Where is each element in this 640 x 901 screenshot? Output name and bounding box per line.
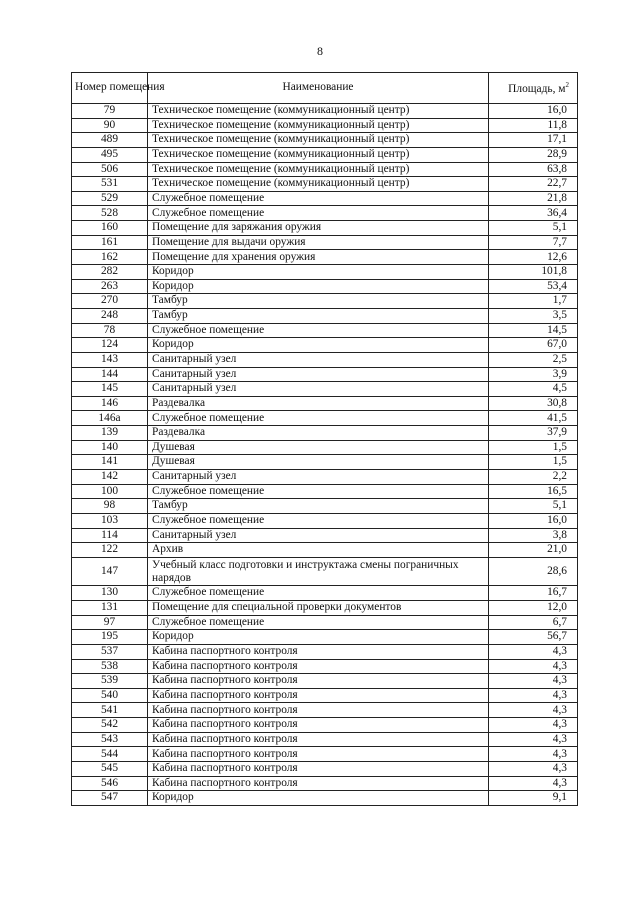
room-area-cell: 4,3 [489, 644, 578, 659]
table-row [72, 250, 578, 265]
room-area-cell: 16,7 [489, 586, 578, 601]
table-row [72, 513, 578, 528]
table-row [72, 206, 578, 221]
room-number-cell: 270 [72, 294, 148, 309]
room-area-cell: 4,3 [489, 747, 578, 762]
room-number-cell: 545 [72, 762, 148, 777]
room-area-cell: 4,3 [489, 674, 578, 689]
room-number-cell: 529 [72, 191, 148, 206]
room-number-cell: 141 [72, 455, 148, 470]
table-row [72, 615, 578, 630]
room-name-cell: Санитарный узел [148, 352, 489, 367]
room-number-cell: 489 [72, 133, 148, 148]
room-area-cell: 17,1 [489, 133, 578, 148]
table-row [72, 718, 578, 733]
room-area-cell: 53,4 [489, 279, 578, 294]
room-number-cell: 195 [72, 630, 148, 645]
room-number-cell: 122 [72, 543, 148, 558]
table-row [72, 104, 578, 119]
room-area-cell: 4,3 [489, 732, 578, 747]
table-row [72, 557, 578, 586]
table-row [72, 644, 578, 659]
room-number-cell: 98 [72, 499, 148, 514]
room-number-cell: 145 [72, 382, 148, 397]
room-number-cell: 495 [72, 147, 148, 162]
header-name: Наименование [148, 73, 489, 104]
room-name-cell: Техническое помещение (коммуникационный центр) [148, 118, 489, 133]
room-number-cell: 97 [72, 615, 148, 630]
room-name-cell: Учебный класс подготовки и инструктажа смены пограничных нарядов [148, 557, 489, 586]
room-area-cell: 56,7 [489, 630, 578, 645]
table-row [72, 323, 578, 338]
room-name-cell: Коридор [148, 279, 489, 294]
table-row [72, 791, 578, 806]
room-name-cell: Кабина паспортного контроля [148, 644, 489, 659]
room-name-cell: Кабина паспортного контроля [148, 703, 489, 718]
table-row [72, 265, 578, 280]
table-row [72, 352, 578, 367]
table-row [72, 455, 578, 470]
room-number-cell: 538 [72, 659, 148, 674]
table-row [72, 747, 578, 762]
table-row [72, 147, 578, 162]
table-row [72, 484, 578, 499]
table-row [72, 221, 578, 236]
room-name-cell: Помещение для выдачи оружия [148, 235, 489, 250]
header-area [489, 73, 578, 104]
table-row [72, 191, 578, 206]
room-area-cell: 2,5 [489, 352, 578, 367]
table-row [72, 235, 578, 250]
room-name-cell: Кабина паспортного контроля [148, 762, 489, 777]
room-name-cell: Кабина паспортного контроля [148, 732, 489, 747]
table-row [72, 528, 578, 543]
room-area-cell: 3,8 [489, 528, 578, 543]
room-area-cell: 6,7 [489, 615, 578, 630]
room-number-cell: 546 [72, 776, 148, 791]
table-row [72, 703, 578, 718]
room-area-cell: 4,3 [489, 776, 578, 791]
room-area-cell: 30,8 [489, 396, 578, 411]
room-number-cell: 90 [72, 118, 148, 133]
room-area-cell: 5,1 [489, 499, 578, 514]
room-area-cell: 5,1 [489, 221, 578, 236]
room-area-cell: 3,9 [489, 367, 578, 382]
room-number-cell: 543 [72, 732, 148, 747]
table-row [72, 411, 578, 426]
table-row [72, 470, 578, 485]
table-row [72, 776, 578, 791]
room-name-cell: Душевая [148, 455, 489, 470]
room-number-cell: 528 [72, 206, 148, 221]
room-name-cell: Служебное помещение [148, 323, 489, 338]
room-area-cell: 3,5 [489, 308, 578, 323]
table-row [72, 308, 578, 323]
room-name-cell: Тамбур [148, 294, 489, 309]
room-area-cell: 67,0 [489, 338, 578, 353]
room-number-cell: 143 [72, 352, 148, 367]
room-name-cell: Служебное помещение [148, 615, 489, 630]
table-row [72, 294, 578, 309]
room-number-cell: 542 [72, 718, 148, 733]
room-number-cell: 506 [72, 162, 148, 177]
table-row [72, 367, 578, 382]
table-row [72, 426, 578, 441]
table-row [72, 118, 578, 133]
room-number-cell: 547 [72, 791, 148, 806]
room-area-cell: 4,3 [489, 703, 578, 718]
table-body [72, 104, 578, 806]
room-area-cell: 4,3 [489, 659, 578, 674]
room-name-cell: Помещение для хранения оружия [148, 250, 489, 265]
room-number-cell: 100 [72, 484, 148, 499]
room-number-cell: 131 [72, 601, 148, 616]
room-area-cell: 37,9 [489, 426, 578, 441]
room-name-cell: Техническое помещение (коммуникационный центр) [148, 133, 489, 148]
room-name-cell: Санитарный узел [148, 382, 489, 397]
header-area-label: Площадь, м [508, 82, 566, 95]
room-name-cell: Коридор [148, 265, 489, 280]
room-area-cell: 16,5 [489, 484, 578, 499]
table-header-row [72, 73, 578, 104]
table-row [72, 440, 578, 455]
room-number-cell: 282 [72, 265, 148, 280]
table-row [72, 659, 578, 674]
room-name-cell: Тамбур [148, 308, 489, 323]
room-area-cell: 36,4 [489, 206, 578, 221]
room-area-cell: 9,1 [489, 791, 578, 806]
room-name-cell: Кабина паспортного контроля [148, 674, 489, 689]
room-area-cell: 4,3 [489, 718, 578, 733]
room-number-cell: 146а [72, 411, 148, 426]
room-number-cell: 248 [72, 308, 148, 323]
room-area-cell: 11,8 [489, 118, 578, 133]
room-name-cell: Служебное помещение [148, 513, 489, 528]
room-name-cell: Раздевалка [148, 426, 489, 441]
table-row [72, 601, 578, 616]
room-number-cell: 114 [72, 528, 148, 543]
table-row [72, 396, 578, 411]
table-row [72, 338, 578, 353]
room-area-cell: 1,5 [489, 455, 578, 470]
room-area-cell: 101,8 [489, 265, 578, 280]
table-row [72, 177, 578, 192]
room-name-cell: Коридор [148, 630, 489, 645]
room-number-cell: 146 [72, 396, 148, 411]
room-number-cell: 537 [72, 644, 148, 659]
room-area-cell: 4,3 [489, 762, 578, 777]
room-number-cell: 160 [72, 221, 148, 236]
table-row [72, 279, 578, 294]
room-area-cell: 2,2 [489, 470, 578, 485]
room-area-cell: 1,5 [489, 440, 578, 455]
room-number-cell: 162 [72, 250, 148, 265]
room-area-cell: 16,0 [489, 513, 578, 528]
room-name-cell: Кабина паспортного контроля [148, 718, 489, 733]
room-name-cell: Санитарный узел [148, 528, 489, 543]
room-name-cell: Помещение для заряжания оружия [148, 221, 489, 236]
rooms-table [71, 72, 578, 806]
room-area-cell: 22,7 [489, 177, 578, 192]
header-room-number: Номер помещения [72, 73, 148, 104]
room-name-cell: Служебное помещение [148, 484, 489, 499]
room-number-cell: 147 [72, 557, 148, 586]
room-name-cell: Кабина паспортного контроля [148, 747, 489, 762]
room-area-cell: 28,6 [489, 557, 578, 586]
room-name-cell: Коридор [148, 791, 489, 806]
table-row [72, 382, 578, 397]
table-row [72, 674, 578, 689]
table-row [72, 499, 578, 514]
room-area-cell: 4,3 [489, 688, 578, 703]
table-row [72, 543, 578, 558]
room-area-cell: 4,5 [489, 382, 578, 397]
page-number: 8 [317, 44, 323, 58]
header-area-superscript: 2 [565, 80, 569, 89]
table-row [72, 630, 578, 645]
room-name-cell: Служебное помещение [148, 206, 489, 221]
room-name-cell: Санитарный узел [148, 470, 489, 485]
table-row [72, 133, 578, 148]
room-name-cell: Техническое помещение (коммуникационный центр) [148, 162, 489, 177]
room-number-cell: 540 [72, 688, 148, 703]
table-row [72, 586, 578, 601]
room-number-cell: 541 [72, 703, 148, 718]
room-number-cell: 130 [72, 586, 148, 601]
room-area-cell: 12,6 [489, 250, 578, 265]
room-name-cell: Кабина паспортного контроля [148, 659, 489, 674]
room-number-cell: 531 [72, 177, 148, 192]
room-name-cell: Кабина паспортного контроля [148, 776, 489, 791]
room-name-cell: Техническое помещение (коммуникационный центр) [148, 177, 489, 192]
room-area-cell: 7,7 [489, 235, 578, 250]
table-row [72, 688, 578, 703]
table-row [72, 732, 578, 747]
room-number-cell: 103 [72, 513, 148, 528]
room-name-cell: Помещение для специальной проверки документов [148, 601, 489, 616]
room-area-cell: 14,5 [489, 323, 578, 338]
table-row [72, 162, 578, 177]
room-number-cell: 544 [72, 747, 148, 762]
room-area-cell: 28,9 [489, 147, 578, 162]
room-name-cell: Раздевалка [148, 396, 489, 411]
room-number-cell: 79 [72, 104, 148, 119]
room-number-cell: 161 [72, 235, 148, 250]
table-row [72, 762, 578, 777]
room-area-cell: 1,7 [489, 294, 578, 309]
room-number-cell: 78 [72, 323, 148, 338]
room-area-cell: 21,0 [489, 543, 578, 558]
room-area-cell: 12,0 [489, 601, 578, 616]
room-name-cell: Кабина паспортного контроля [148, 688, 489, 703]
room-name-cell: Тамбур [148, 499, 489, 514]
room-number-cell: 539 [72, 674, 148, 689]
room-number-cell: 124 [72, 338, 148, 353]
room-number-cell: 263 [72, 279, 148, 294]
room-name-cell: Техническое помещение (коммуникационный центр) [148, 147, 489, 162]
room-name-cell: Архив [148, 543, 489, 558]
room-number-cell: 140 [72, 440, 148, 455]
room-name-cell: Санитарный узел [148, 367, 489, 382]
room-name-cell: Душевая [148, 440, 489, 455]
room-number-cell: 142 [72, 470, 148, 485]
room-number-cell: 139 [72, 426, 148, 441]
room-area-cell: 63,8 [489, 162, 578, 177]
room-name-cell: Служебное помещение [148, 411, 489, 426]
room-area-cell: 16,0 [489, 104, 578, 119]
room-area-cell: 21,8 [489, 191, 578, 206]
room-name-cell: Техническое помещение (коммуникационный центр) [148, 104, 489, 119]
room-name-cell: Коридор [148, 338, 489, 353]
room-number-cell: 144 [72, 367, 148, 382]
room-name-cell: Служебное помещение [148, 586, 489, 601]
room-name-cell: Служебное помещение [148, 191, 489, 206]
room-area-cell: 41,5 [489, 411, 578, 426]
